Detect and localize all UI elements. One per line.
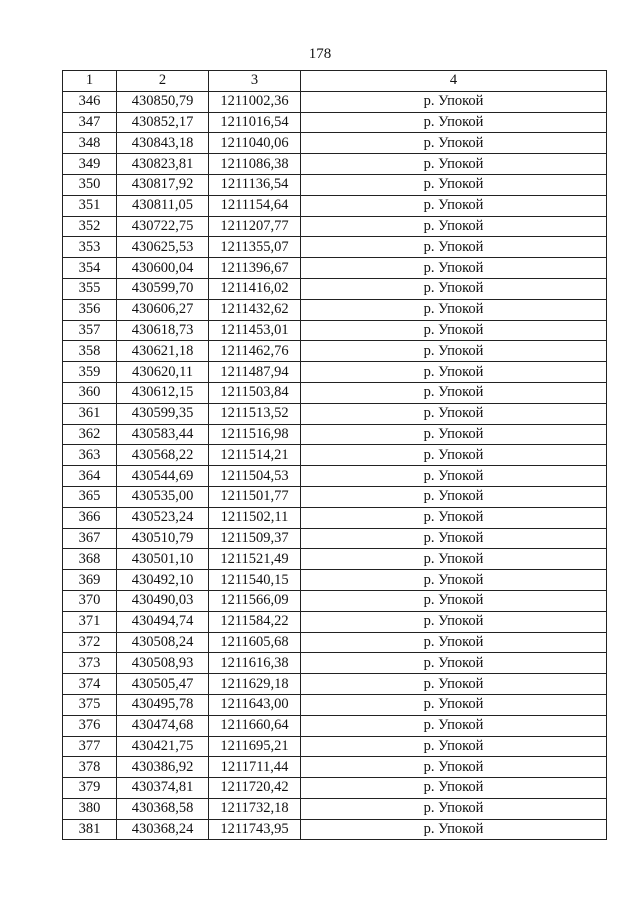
table-row [63, 299, 607, 320]
x-coordinate-cell: 430625,53 [117, 237, 209, 258]
table-row [63, 112, 607, 133]
table-row [63, 258, 607, 279]
description-cell: р. Упокой [301, 278, 607, 299]
x-coordinate-cell: 430620,11 [117, 362, 209, 383]
x-coordinate-cell: 430495,78 [117, 694, 209, 715]
point-number-cell: 369 [63, 570, 117, 591]
description-cell: р. Упокой [301, 736, 607, 757]
y-coordinate-cell: 1211605,68 [209, 632, 301, 653]
x-coordinate-cell: 430612,15 [117, 382, 209, 403]
x-coordinate-cell: 430368,24 [117, 819, 209, 840]
point-number-cell: 363 [63, 445, 117, 466]
y-coordinate-cell: 1211720,42 [209, 778, 301, 799]
point-number-cell: 375 [63, 694, 117, 715]
y-coordinate-cell: 1211513,52 [209, 403, 301, 424]
y-coordinate-cell: 1211504,53 [209, 466, 301, 487]
x-coordinate-cell: 430618,73 [117, 320, 209, 341]
table-row [63, 632, 607, 653]
x-coordinate-cell: 430811,05 [117, 195, 209, 216]
table-row [63, 674, 607, 695]
y-coordinate-cell: 1211566,09 [209, 590, 301, 611]
point-number-cell: 348 [63, 133, 117, 154]
x-coordinate-cell: 430510,79 [117, 528, 209, 549]
description-cell: р. Упокой [301, 590, 607, 611]
description-cell: р. Упокой [301, 653, 607, 674]
y-coordinate-cell: 1211002,36 [209, 91, 301, 112]
table-row [63, 549, 607, 570]
description-cell: р. Упокой [301, 611, 607, 632]
x-coordinate-cell: 430421,75 [117, 736, 209, 757]
column-header-description: 4 [301, 71, 607, 92]
table-row [63, 216, 607, 237]
point-number-cell: 376 [63, 715, 117, 736]
description-cell: р. Упокой [301, 362, 607, 383]
y-coordinate-cell: 1211514,21 [209, 445, 301, 466]
table-body [63, 91, 607, 840]
y-coordinate-cell: 1211040,06 [209, 133, 301, 154]
y-coordinate-cell: 1211660,64 [209, 715, 301, 736]
description-cell: р. Упокой [301, 570, 607, 591]
description-cell: р. Упокой [301, 403, 607, 424]
description-cell: р. Упокой [301, 258, 607, 279]
table-row [63, 778, 607, 799]
point-number-cell: 355 [63, 278, 117, 299]
y-coordinate-cell: 1211462,76 [209, 341, 301, 362]
coordinates-table [62, 70, 607, 840]
y-coordinate-cell: 1211416,02 [209, 278, 301, 299]
description-cell: р. Упокой [301, 216, 607, 237]
y-coordinate-cell: 1211695,21 [209, 736, 301, 757]
description-cell: р. Упокой [301, 341, 607, 362]
point-number-cell: 377 [63, 736, 117, 757]
table-row [63, 590, 607, 611]
x-coordinate-cell: 430823,81 [117, 154, 209, 175]
description-cell: р. Упокой [301, 445, 607, 466]
table-row [63, 195, 607, 216]
table-row [63, 570, 607, 591]
table-row [63, 715, 607, 736]
table-row [63, 736, 607, 757]
y-coordinate-cell: 1211207,77 [209, 216, 301, 237]
x-coordinate-cell: 430600,04 [117, 258, 209, 279]
x-coordinate-cell: 430505,47 [117, 674, 209, 695]
point-number-cell: 354 [63, 258, 117, 279]
point-number-cell: 362 [63, 424, 117, 445]
point-number-cell: 353 [63, 237, 117, 258]
x-coordinate-cell: 430368,58 [117, 798, 209, 819]
y-coordinate-cell: 1211584,22 [209, 611, 301, 632]
table-row [63, 320, 607, 341]
x-coordinate-cell: 430508,93 [117, 653, 209, 674]
x-coordinate-cell: 430374,81 [117, 778, 209, 799]
table-row [63, 819, 607, 840]
point-number-cell: 356 [63, 299, 117, 320]
point-number-cell: 378 [63, 757, 117, 778]
table-row [63, 133, 607, 154]
point-number-cell: 370 [63, 590, 117, 611]
y-coordinate-cell: 1211743,95 [209, 819, 301, 840]
y-coordinate-cell: 1211540,15 [209, 570, 301, 591]
y-coordinate-cell: 1211016,54 [209, 112, 301, 133]
x-coordinate-cell: 430501,10 [117, 549, 209, 570]
table-row [63, 694, 607, 715]
description-cell: р. Упокой [301, 674, 607, 695]
description-cell: р. Упокой [301, 466, 607, 487]
table-row [63, 382, 607, 403]
description-cell: р. Упокой [301, 694, 607, 715]
description-cell: р. Упокой [301, 133, 607, 154]
description-cell: р. Упокой [301, 320, 607, 341]
point-number-cell: 361 [63, 403, 117, 424]
column-header-x: 2 [117, 71, 209, 92]
x-coordinate-cell: 430474,68 [117, 715, 209, 736]
x-coordinate-cell: 430535,00 [117, 486, 209, 507]
description-cell: р. Упокой [301, 819, 607, 840]
x-coordinate-cell: 430817,92 [117, 174, 209, 195]
x-coordinate-cell: 430606,27 [117, 299, 209, 320]
description-cell: р. Упокой [301, 632, 607, 653]
x-coordinate-cell: 430568,22 [117, 445, 209, 466]
x-coordinate-cell: 430722,75 [117, 216, 209, 237]
y-coordinate-cell: 1211487,94 [209, 362, 301, 383]
point-number-cell: 347 [63, 112, 117, 133]
column-header-point-number: 1 [63, 71, 117, 92]
x-coordinate-cell: 430583,44 [117, 424, 209, 445]
point-number-cell: 372 [63, 632, 117, 653]
description-cell: р. Упокой [301, 91, 607, 112]
y-coordinate-cell: 1211503,84 [209, 382, 301, 403]
x-coordinate-cell: 430544,69 [117, 466, 209, 487]
point-number-cell: 349 [63, 154, 117, 175]
x-coordinate-cell: 430599,70 [117, 278, 209, 299]
y-coordinate-cell: 1211616,38 [209, 653, 301, 674]
column-header-y: 3 [209, 71, 301, 92]
x-coordinate-cell: 430386,92 [117, 757, 209, 778]
y-coordinate-cell: 1211136,54 [209, 174, 301, 195]
x-coordinate-cell: 430490,03 [117, 590, 209, 611]
table-row [63, 757, 607, 778]
point-number-cell: 380 [63, 798, 117, 819]
table-row [63, 466, 607, 487]
point-number-cell: 366 [63, 507, 117, 528]
x-coordinate-cell: 430523,24 [117, 507, 209, 528]
point-number-cell: 371 [63, 611, 117, 632]
point-number-cell: 360 [63, 382, 117, 403]
table-row [63, 528, 607, 549]
point-number-cell: 359 [63, 362, 117, 383]
page-number: 178 [308, 46, 332, 62]
y-coordinate-cell: 1211086,38 [209, 154, 301, 175]
x-coordinate-cell: 430492,10 [117, 570, 209, 591]
point-number-cell: 367 [63, 528, 117, 549]
description-cell: р. Упокой [301, 507, 607, 528]
description-cell: р. Упокой [301, 757, 607, 778]
y-coordinate-cell: 1211732,18 [209, 798, 301, 819]
point-number-cell: 379 [63, 778, 117, 799]
description-cell: р. Упокой [301, 195, 607, 216]
description-cell: р. Упокой [301, 112, 607, 133]
point-number-cell: 358 [63, 341, 117, 362]
y-coordinate-cell: 1211154,64 [209, 195, 301, 216]
y-coordinate-cell: 1211502,11 [209, 507, 301, 528]
y-coordinate-cell: 1211501,77 [209, 486, 301, 507]
y-coordinate-cell: 1211711,44 [209, 757, 301, 778]
table-row [63, 403, 607, 424]
x-coordinate-cell: 430508,24 [117, 632, 209, 653]
table-row [63, 445, 607, 466]
description-cell: р. Упокой [301, 549, 607, 570]
x-coordinate-cell: 430850,79 [117, 91, 209, 112]
point-number-cell: 351 [63, 195, 117, 216]
point-number-cell: 350 [63, 174, 117, 195]
table-row [63, 424, 607, 445]
table-row [63, 507, 607, 528]
table-row [63, 486, 607, 507]
y-coordinate-cell: 1211629,18 [209, 674, 301, 695]
y-coordinate-cell: 1211516,98 [209, 424, 301, 445]
point-number-cell: 373 [63, 653, 117, 674]
x-coordinate-cell: 430621,18 [117, 341, 209, 362]
description-cell: р. Упокой [301, 299, 607, 320]
table-row [63, 278, 607, 299]
y-coordinate-cell: 1211509,37 [209, 528, 301, 549]
x-coordinate-cell: 430843,18 [117, 133, 209, 154]
point-number-cell: 364 [63, 466, 117, 487]
x-coordinate-cell: 430852,17 [117, 112, 209, 133]
description-cell: р. Упокой [301, 528, 607, 549]
table-row [63, 91, 607, 112]
y-coordinate-cell: 1211432,62 [209, 299, 301, 320]
table-row [63, 341, 607, 362]
y-coordinate-cell: 1211355,07 [209, 237, 301, 258]
point-number-cell: 352 [63, 216, 117, 237]
table-row [63, 154, 607, 175]
y-coordinate-cell: 1211643,00 [209, 694, 301, 715]
description-cell: р. Упокой [301, 486, 607, 507]
point-number-cell: 374 [63, 674, 117, 695]
table-header-row [63, 71, 607, 92]
y-coordinate-cell: 1211521,49 [209, 549, 301, 570]
point-number-cell: 368 [63, 549, 117, 570]
y-coordinate-cell: 1211453,01 [209, 320, 301, 341]
point-number-cell: 346 [63, 91, 117, 112]
description-cell: р. Упокой [301, 778, 607, 799]
description-cell: р. Упокой [301, 424, 607, 445]
description-cell: р. Упокой [301, 237, 607, 258]
description-cell: р. Упокой [301, 798, 607, 819]
point-number-cell: 381 [63, 819, 117, 840]
point-number-cell: 357 [63, 320, 117, 341]
table-row [63, 362, 607, 383]
description-cell: р. Упокой [301, 382, 607, 403]
table-row [63, 174, 607, 195]
x-coordinate-cell: 430494,74 [117, 611, 209, 632]
table-row [63, 798, 607, 819]
table-row [63, 237, 607, 258]
point-number-cell: 365 [63, 486, 117, 507]
y-coordinate-cell: 1211396,67 [209, 258, 301, 279]
table-row [63, 611, 607, 632]
description-cell: р. Упокой [301, 154, 607, 175]
description-cell: р. Упокой [301, 174, 607, 195]
x-coordinate-cell: 430599,35 [117, 403, 209, 424]
table-row [63, 653, 607, 674]
description-cell: р. Упокой [301, 715, 607, 736]
